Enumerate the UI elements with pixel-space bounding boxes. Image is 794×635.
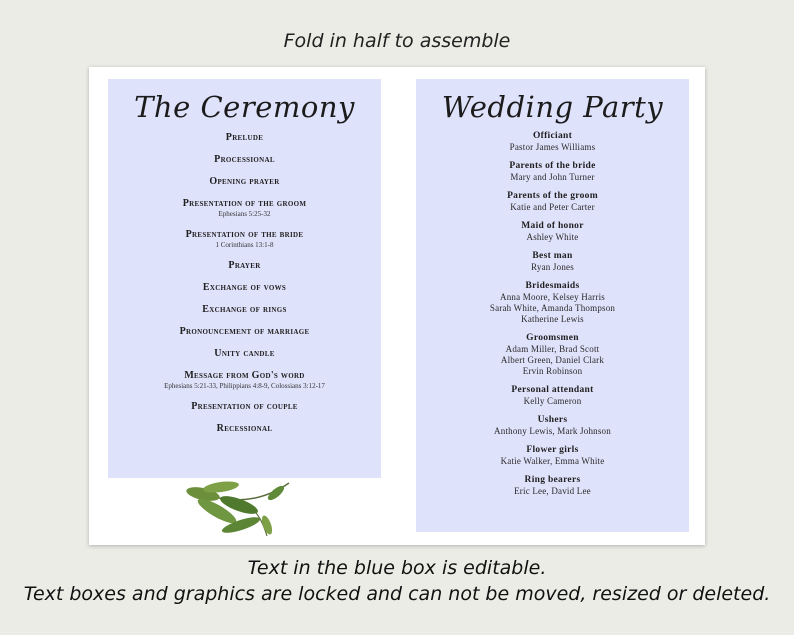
ceremony-item-reference: 1 Corinthians 13:1-8 bbox=[215, 241, 274, 249]
party-group bbox=[416, 445, 689, 467]
party-role: Ushers bbox=[537, 415, 568, 425]
ceremony-item-reference: Ephesians 5:25-32 bbox=[218, 210, 271, 218]
ceremony-item bbox=[108, 228, 381, 250]
party-names: Eric Lee, David Lee bbox=[514, 486, 591, 496]
ceremony-item-label: Exchange of rings bbox=[202, 304, 287, 315]
party-names: Albert Green, Daniel Clark bbox=[500, 355, 605, 365]
party-names: Katie and Peter Carter bbox=[510, 202, 595, 212]
top-caption: Fold in half to assemble bbox=[283, 30, 511, 52]
party-names: Anthony Lewis, Mark Johnson bbox=[494, 426, 611, 436]
program-sheet bbox=[89, 67, 705, 545]
party-role: Bridesmaids bbox=[525, 281, 580, 291]
party-role: Best man bbox=[532, 251, 573, 261]
ceremony-item bbox=[108, 347, 381, 360]
ceremony-item-reference: Ephesians 5:21-33, Philippians 4:8-9, Colossians 3:12-17 bbox=[164, 382, 325, 390]
ceremony-item-label: Presentation of couple bbox=[191, 401, 298, 412]
ceremony-item bbox=[108, 259, 381, 272]
wedding-party-panel[interactable] bbox=[416, 79, 689, 532]
party-role: Flower girls bbox=[526, 445, 579, 455]
party-names: Ashley White bbox=[526, 232, 579, 242]
party-group bbox=[416, 221, 689, 243]
editable-note: Text in the blue box is editable. bbox=[247, 557, 547, 579]
leaf-branch-icon bbox=[181, 481, 297, 539]
party-names: Ryan Jones bbox=[531, 262, 574, 272]
ceremony-item-label: Presentation of the bride bbox=[185, 229, 304, 240]
ceremony-item bbox=[108, 197, 381, 219]
party-group bbox=[416, 281, 689, 325]
party-role: Personal attendant bbox=[511, 385, 594, 395]
party-group bbox=[416, 475, 689, 497]
party-group bbox=[416, 161, 689, 183]
wedding-party-title[interactable]: Wedding Party bbox=[441, 90, 664, 124]
ceremony-item-label: Message from God's word bbox=[184, 370, 305, 381]
ceremony-item bbox=[108, 303, 381, 316]
ceremony-title[interactable]: The Ceremony bbox=[134, 90, 355, 124]
party-group bbox=[416, 191, 689, 213]
ceremony-item-label: Prayer bbox=[228, 260, 261, 271]
party-role: Ring bearers bbox=[524, 475, 581, 485]
locked-note: Text boxes and graphics are locked and can not be moved, resized or deleted. bbox=[23, 583, 771, 605]
party-names: Pastor James Williams bbox=[509, 142, 596, 152]
party-role: Parents of the groom bbox=[507, 191, 598, 201]
ceremony-item-label: Recessional bbox=[216, 423, 273, 434]
party-role: Parents of the bride bbox=[509, 161, 596, 171]
ceremony-item-label: Exchange of vows bbox=[202, 282, 287, 293]
party-names: Anna Moore, Kelsey Harris bbox=[500, 292, 605, 302]
ceremony-item-label: Opening prayer bbox=[209, 176, 280, 187]
party-names: Katherine Lewis bbox=[521, 314, 584, 324]
party-group bbox=[416, 251, 689, 273]
party-group bbox=[416, 333, 689, 377]
party-names: Kelly Cameron bbox=[523, 396, 582, 406]
ceremony-item bbox=[108, 131, 381, 144]
ceremony-item bbox=[108, 400, 381, 413]
ceremony-item bbox=[108, 325, 381, 338]
ceremony-item-label: Unity candle bbox=[214, 348, 275, 359]
ceremony-panel[interactable] bbox=[108, 79, 381, 478]
ceremony-item bbox=[108, 422, 381, 435]
wedding-party-list bbox=[416, 131, 689, 497]
party-names: Ervin Robinson bbox=[522, 366, 583, 376]
ceremony-item bbox=[108, 153, 381, 166]
ceremony-item bbox=[108, 175, 381, 188]
party-group bbox=[416, 131, 689, 153]
party-names: Mary and John Turner bbox=[510, 172, 595, 182]
party-names: Katie Walker, Emma White bbox=[500, 456, 605, 466]
party-group bbox=[416, 415, 689, 437]
ceremony-item-label: Processional bbox=[214, 154, 275, 165]
ceremony-item bbox=[108, 281, 381, 294]
ceremony-item-label: Presentation of the groom bbox=[182, 198, 307, 209]
ceremony-list bbox=[108, 131, 381, 435]
party-role: Maid of honor bbox=[521, 221, 584, 231]
ceremony-item-label: Pronouncement of marriage bbox=[179, 326, 310, 337]
party-role: Groomsmen bbox=[526, 333, 579, 343]
party-names: Adam Miller, Brad Scott bbox=[505, 344, 600, 354]
ceremony-item bbox=[108, 369, 381, 391]
party-names: Sarah White, Amanda Thompson bbox=[489, 303, 616, 313]
party-role: Officiant bbox=[532, 131, 573, 141]
ceremony-item-label: Prelude bbox=[225, 132, 264, 143]
party-group bbox=[416, 385, 689, 407]
